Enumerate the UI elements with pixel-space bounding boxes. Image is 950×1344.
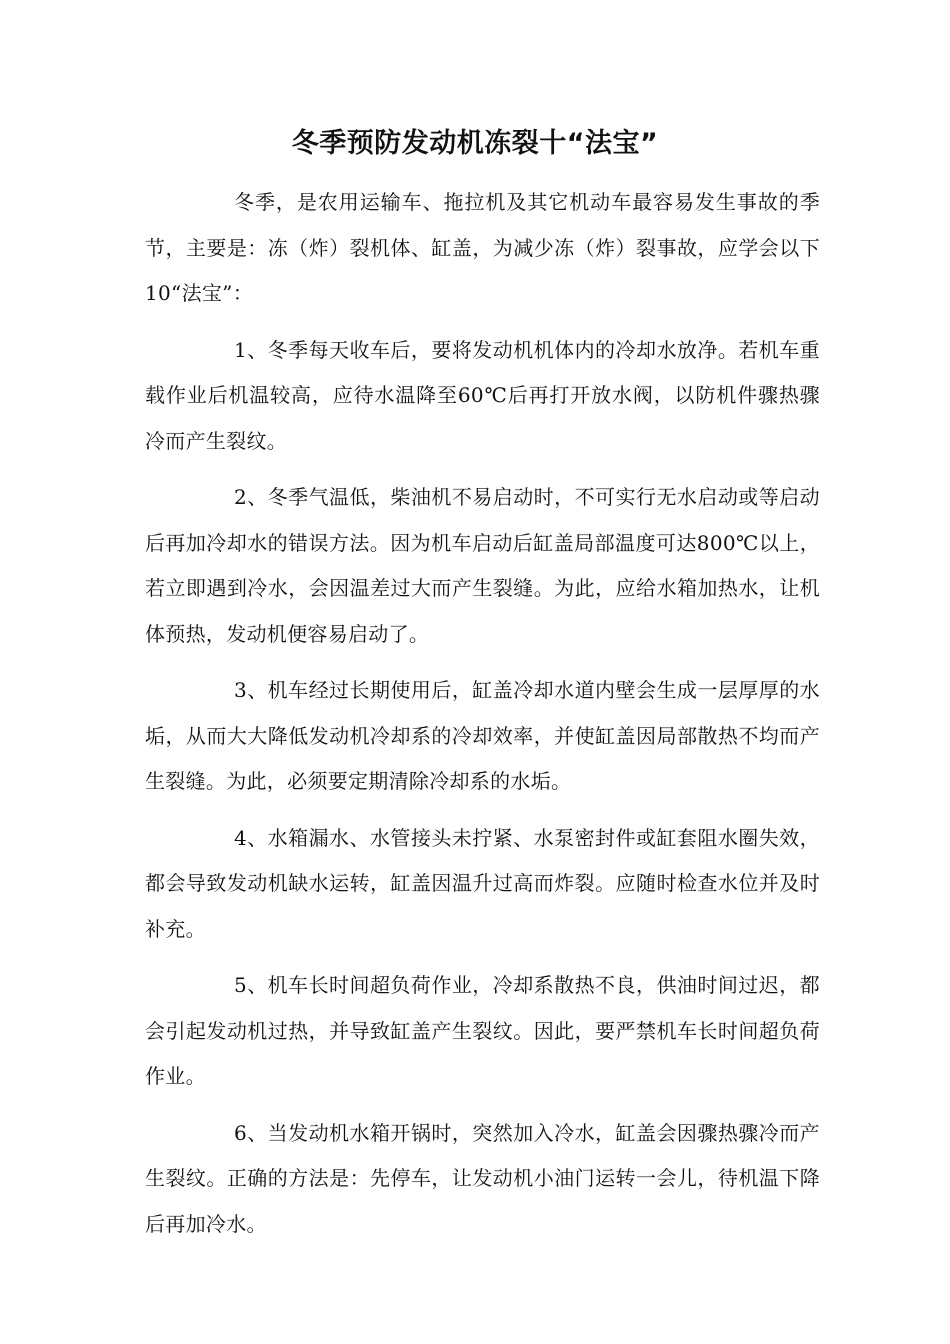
tip-paragraph-4: 4、水箱漏水、水管接头未拧紧、水泵密封件或缸套阻水圈失效，都会导致发动机缺水运转，缸盖因温升过高而炸裂。应随时检查水位并及时补充。 [145,825,820,941]
tip-paragraph-3: 3、机车经过长期使用后，缸盖冷却水道内壁会生成一层厚厚的水垢，从而大大降低发动机冷却系的冷却效率，并使缸盖因局部散热不均而产生裂缝。为此，必须要定期清除冷却系的水垢。 [145,678,820,793]
document-body [145,180,820,1258]
intro-paragraph: 冬季，是农用运输车、拖拉机及其它机动车最容易发生事故的季节，主要是：冻（炸）裂机体、缸盖，为减少冻（炸）裂事故，应学会以下10“法宝”： [145,190,820,305]
tip-paragraph-1: 1、冬季每天收车后，要将发动机机体内的冷却水放净。若机车重载作业后机温较高，应待水温降至60℃后再打开放水阀，以防机件骤热骤冷而产生裂纹。 [145,337,820,453]
tip-paragraph-6: 6、当发动机水箱开锅时，突然加入冷水，缸盖会因骤热骤冷而产生裂纹。正确的方法是：先停车，让发动机小油门运转一会儿，待机温下降后再加冷水。 [145,1120,820,1236]
document-title: 冬季预防发动机冻裂十“法宝” [291,128,659,159]
tip-paragraph-5: 5、机车长时间超负荷作业，冷却系散热不良，供油时间过迟，都会引起发动机过热，并导致缸盖产生裂纹。因此，要严禁机车长时间超负荷作业。 [145,973,820,1088]
tip-paragraph-2: 2、冬季气温低，柴油机不易启动时，不可实行无水启动或等启动后再加冷却水的错误方法。因为机车启动后缸盖局部温度可达800℃以上，若立即遇到冷水，会因温差过大而产生裂缝。为此，应给水箱加热水，让机体预热，发动机便容易启动了。 [145,485,820,646]
